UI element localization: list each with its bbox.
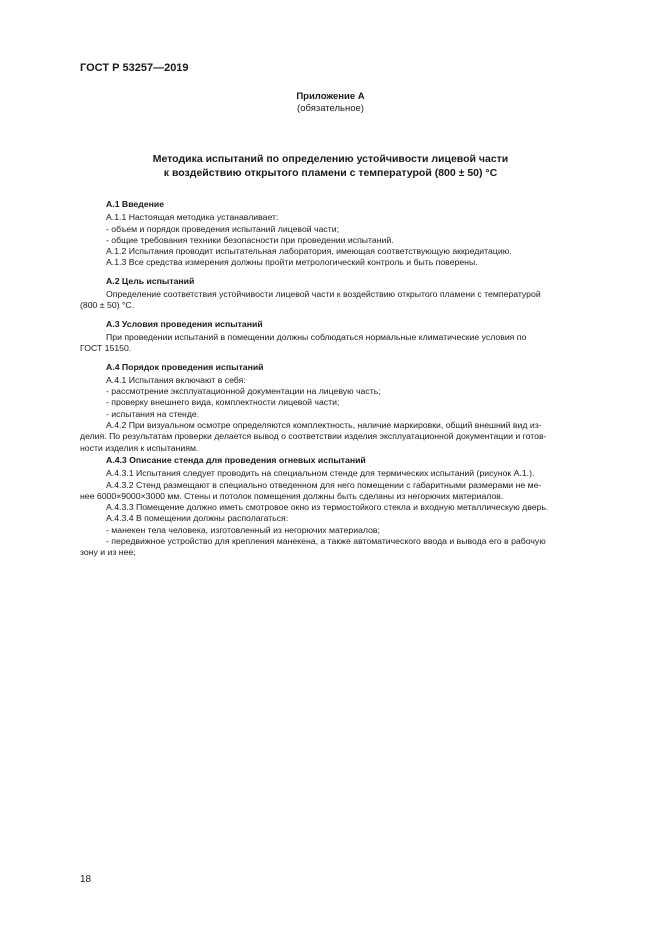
paragraph: А.1.2 Испытания проводит испытательная лаборатория, имеющая соответствующую аккредитацию. <box>106 246 512 257</box>
paragraph-continuation: делия. По результатам проверки делается вывод о соответствии изделия эксплуатационной документации и готов- <box>80 431 547 442</box>
annex-header <box>0 91 661 115</box>
list-item: - рассмотрение эксплуатационной документации на лицевую часть; <box>106 386 381 397</box>
paragraph-continuation: (800 ± 50) °С. <box>80 300 135 311</box>
annex-status: (обязательное) <box>297 103 364 114</box>
paragraph-continuation: зону и из нее; <box>80 547 136 558</box>
section-a1-content <box>106 212 616 268</box>
list-item: - испытания на стенде. <box>106 408 200 419</box>
document-title <box>0 153 661 180</box>
paragraph: А.1.1 Настоящая методика устанавливает: <box>106 212 279 223</box>
section-heading-a4: А.4 Порядок проведения испытаний <box>106 361 264 372</box>
list-item: - проверку внешнего вида, комплектности лицевой части; <box>106 397 340 408</box>
paragraph-continuation: ГОСТ 15150. <box>80 343 132 354</box>
subsection-heading-a43: А.4.3 Описание стенда для проведения огневых испытаний <box>106 454 366 465</box>
section-heading-a3: А.3 Условия проведения испытаний <box>106 318 263 329</box>
paragraph-continuation: ности изделия к испытаниям. <box>80 442 199 453</box>
paragraph: А.4.3.3 Помещение должно иметь смотровое окно из термостойкого стекла и входную металлическую дверь. <box>106 502 549 513</box>
document-title-line: к воздействию открытого пламени с температурой (800 ± 50) °С <box>163 166 498 179</box>
paragraph: А.4.3.1 Испытания следует проводить на специальном стенде для термических испытаний (рисунок А.1.). <box>106 468 535 479</box>
paragraph: А.4.2 При визуальном осмотре определяются комплектность, наличие маркировки, общий внешний вид из- <box>106 420 542 431</box>
section-heading-a2: А.2 Цель испытаний <box>106 275 195 286</box>
paragraph: А.1.3 Все средства измерения должны пройти метрологический контроль и быть поверены. <box>106 257 478 268</box>
list-item: - передвижное устройство для крепления манекена, а также автоматического ввода и вывода его в рабочую <box>106 536 546 547</box>
paragraph: При проведении испытаний в помещении должны соблюдаться нормальные климатические условия по <box>106 331 527 342</box>
section-a3-content <box>80 331 616 355</box>
list-item: - объем и порядок проведения испытаний лицевой части; <box>106 223 339 234</box>
paragraph: А.4.3.2 Стенд размещают в специально отведенном для него помещении с габаритными размерами не ме- <box>106 479 542 490</box>
section-a2-content <box>80 289 616 312</box>
paragraph-continuation: нее 6000×9000×3000 мм. Стены и потолок помещения должны быть сделаны из негорючих материалов. <box>80 490 504 501</box>
paragraph: А.4.1 Испытания включают в себя: <box>106 374 246 385</box>
document-title-line: Методика испытаний по определению устойчивости лицевой части <box>152 153 509 165</box>
page-number: 18 <box>80 874 92 885</box>
paragraph: А.4.3.4 В помещении должны располагаться: <box>106 513 289 524</box>
list-item: - общие требования техники безопасности при проведении испытаний. <box>106 234 394 245</box>
paragraph: Определение соответствия устойчивости лицевой части к воздействию открытого пламени с температурой <box>106 289 541 300</box>
document-body <box>80 199 616 559</box>
section-a4-content <box>80 374 616 559</box>
list-item: - манекен тела человека, изготовленный из негорючих материалов; <box>106 524 380 535</box>
section-heading-a1: А.1 Введение <box>106 199 165 209</box>
standard-code: ГОСТ Р 53257—2019 <box>80 62 189 74</box>
annex-title: Приложение А <box>296 91 365 102</box>
